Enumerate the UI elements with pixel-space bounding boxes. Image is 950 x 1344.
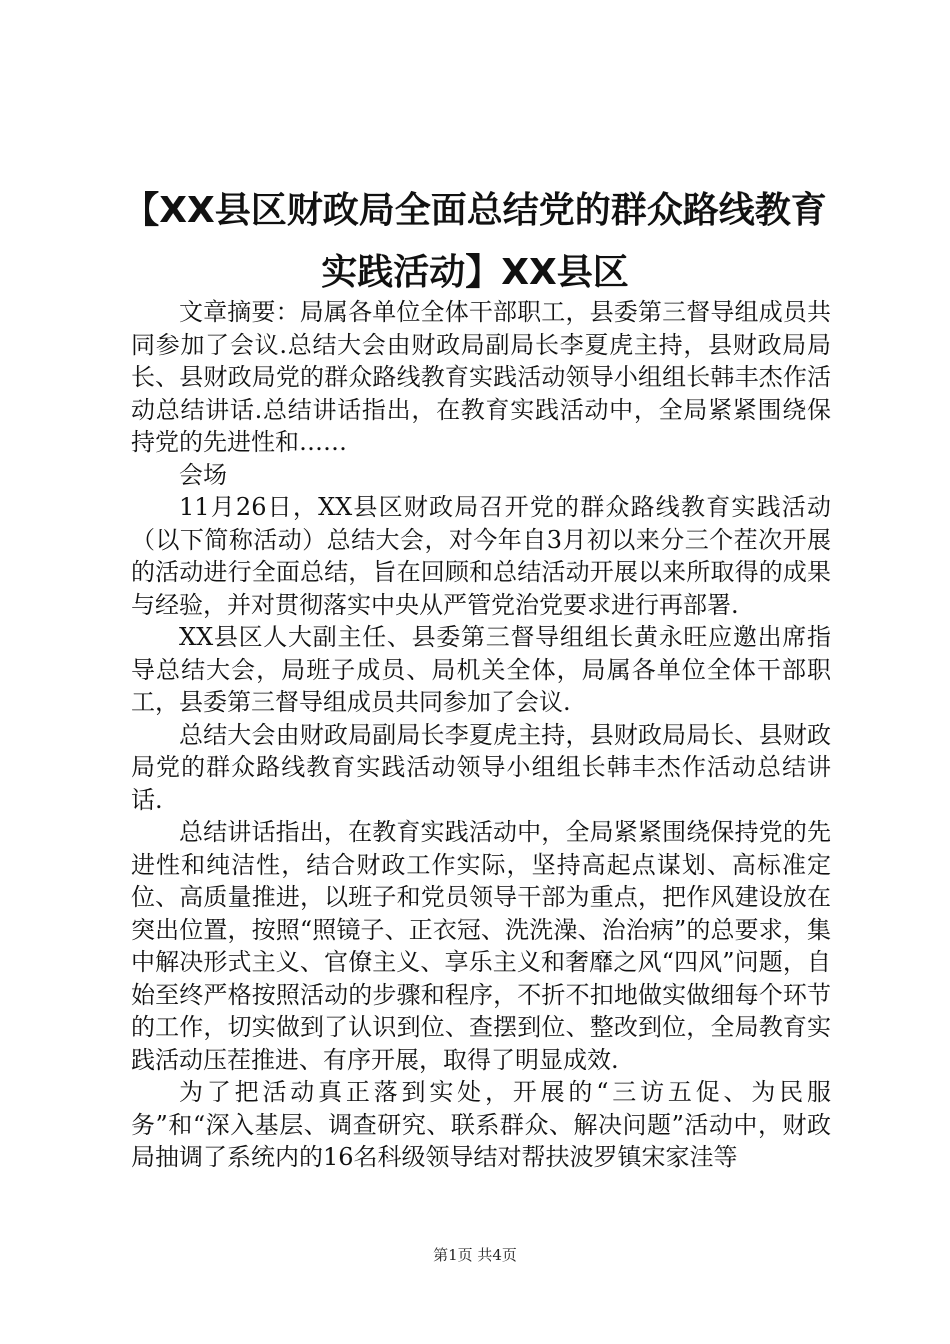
body-paragraph: 总结讲话指出，在教育实践活动中，全局紧紧围绕保持党的先进性和纯洁性，结合财政工作实际，坚持高起点谋划、高标准定位、高质量推进，以班子和党员领导干部为重点，把作风建设放在突出位置，按照“照镜子、正衣冠、洗洗澡、治治病”的总要求，集中解决形式主义、官僚主义、享乐主义和奢靡之风“四风”问题，自始至终严格按照活动的步骤和程序，不折不扣地做实做细每个环节的工作，切实做到了认识到位、查摆到位、整改到位，全局教育实践活动压茬推进、有序开展，取得了明显成效. (131, 818, 831, 1074)
summary-paragraph: 文章摘要：局属各单位全体干部职工，县委第三督导组成员共同参加了会议.总结大会由财政局副局长李夏虎主持，县财政局局长、县财政局党的群众路线教育实践活动领导小组组长韩丰杰作活动总结讲话.总结讲话指出，在教育实践活动中，全局紧紧围绕保持党的先进性和…… (131, 298, 831, 456)
body-paragraph: 为了把活动真正落到实处，开展的“三访五促、为民服务”和“深入基层、调查研究、联系群众、解决问题”活动中，财政局抽调了系统内的16名科级领导结对帮扶波罗镇宋家洼等 (131, 1078, 831, 1171)
body-paragraph: XX县区人大副主任、县委第三督导组组长黄永旺应邀出席指导总结大会，局班子成员、局机关全体，局属各单位全体干部职工，县委第三督导组成员共同参加了会议. (131, 623, 831, 716)
document-title: 【XX县区财政局全面总结党的群众路线教育实践活动】XX县区 (123, 190, 827, 293)
body-paragraph: 11月26日，XX县区财政局召开党的群众路线教育实践活动（以下简称活动）总结大会，对今年自3月初以来分三个茬次开展的活动进行全面总结，旨在回顾和总结活动开展以来所取得的成果与经验，并对贯彻落实中央从严管党治党要求进行再部署. (131, 493, 831, 619)
page-number-footer: 第1页 共4页 (433, 1246, 517, 1264)
venue-caption: 会场 (179, 460, 227, 489)
body-paragraph: 总结大会由财政局副局长李夏虎主持，县财政局局长、县财政局党的群众路线教育实践活动领导小组组长韩丰杰作活动总结讲话. (131, 720, 831, 814)
document-body (131, 296, 831, 1174)
